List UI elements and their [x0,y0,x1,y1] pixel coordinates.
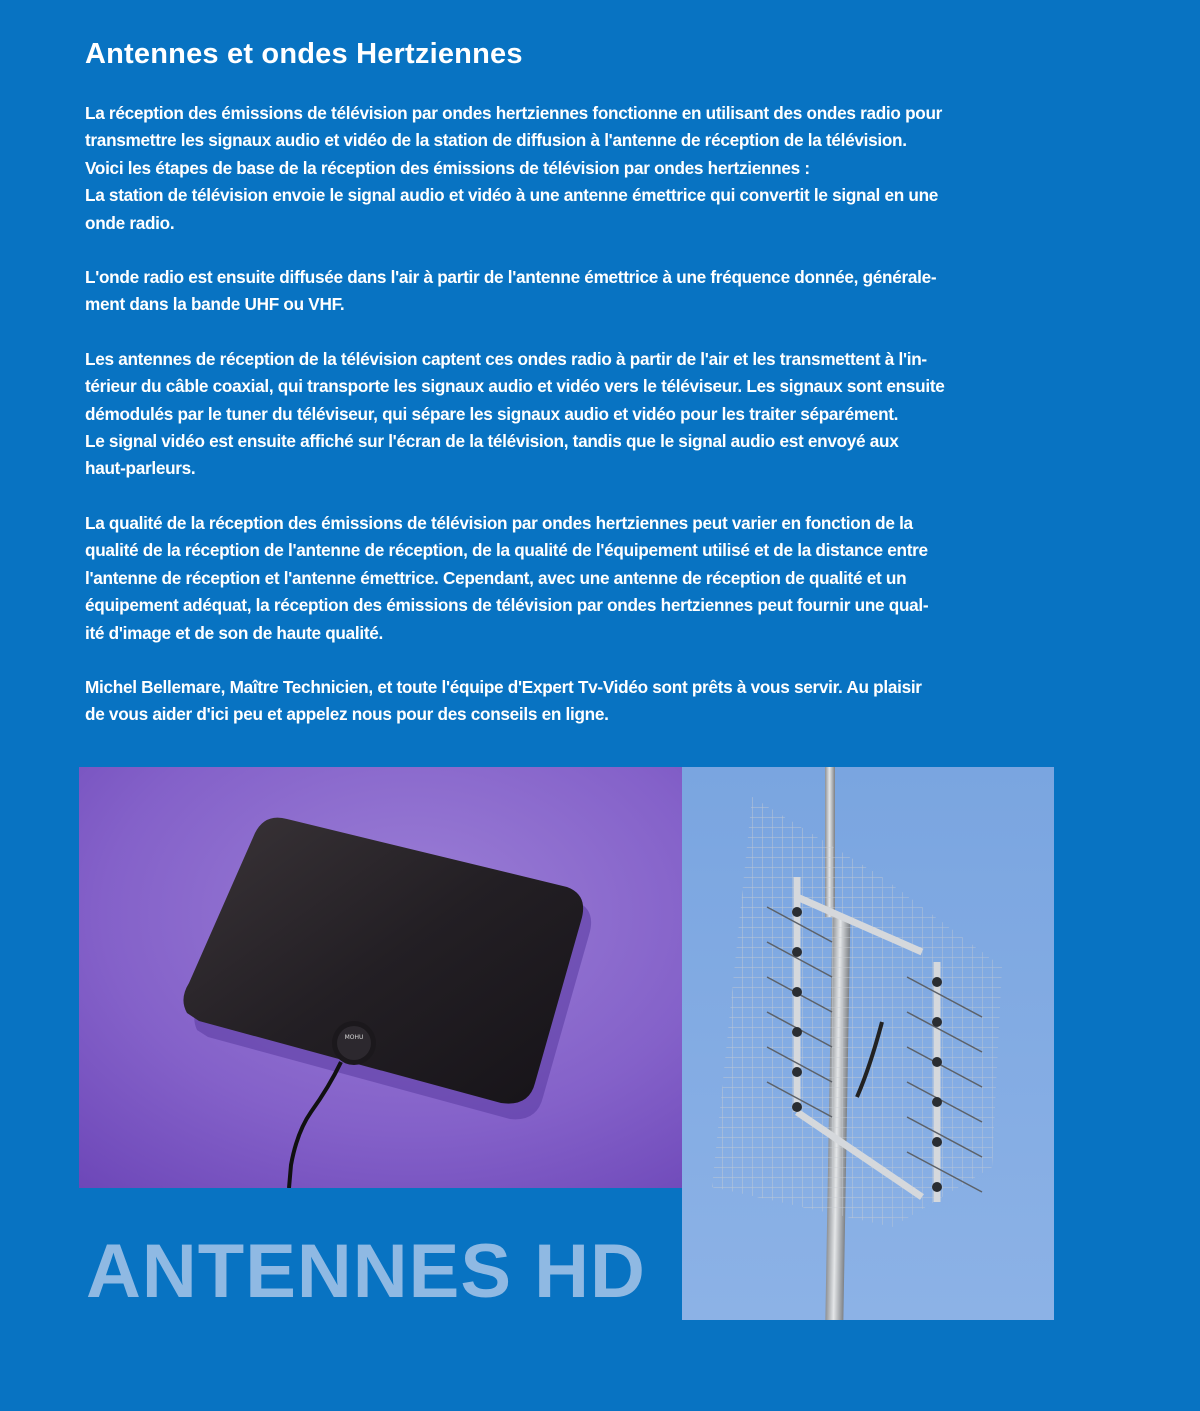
paragraph-5 [85,674,985,729]
text-line: de vous aider d'ici peu et appelez nous pour des conseils en ligne. [85,704,609,725]
text-line: ité d'image et de son de haute qualité. [85,622,384,643]
outdoor-grid-antenna-icon [682,767,1054,1320]
text-line: Michel Bellemare, Maître Technicien, et toute l'équipe d'Expert Tv-Vidéo sont prêts à vous servir. Au plaisir [85,676,922,697]
paragraph-4 [85,510,985,647]
logo-text: MOHU [344,1034,364,1041]
text-line: térieur du câble coaxial, qui transporte les signaux audio et vidéo vers le téléviseur. Les signaux sont ensuite [85,376,945,397]
text-line: Le signal vidéo est ensuite affiché sur l'écran de la télévision, tandis que le signal audio est envoyé aux [85,431,899,452]
text-line: Voici les étapes de base de la réception des émissions de télévision par ondes hertziennes : [85,157,810,178]
grid-antenna-photo [682,767,1054,1320]
text-line: transmettre les signaux audio et vidéo de la station de diffusion à l'antenne de réception de la télévision. [85,130,907,151]
text-line: ment dans la bande UHF ou VHF. [85,294,345,315]
flat-antenna-photo [79,767,682,1188]
article-body [85,100,985,756]
text-line: La qualité de la réception des émissions de télévision par ondes hertziennes peut varier en fonction de la [85,512,913,533]
text-line: haut-parleurs. [85,458,196,479]
page-title: Antennes et ondes Hertziennes [85,38,523,70]
text-line: Les antennes de réception de la télévision captent ces ondes radio à partir de l'air et les transmettent à l'in- [85,348,927,369]
text-line: démodulés par le tuner du téléviseur, qui sépare les signaux audio et vidéo pour les traiter séparément. [85,403,899,424]
text-line: La réception des émissions de télévision par ondes hertziennes fonctionne en utilisant des ondes radio pour [85,103,943,123]
text-line: La station de télévision envoie le signal audio et vidéo à une antenne émettrice qui convertit le signal en une [85,185,939,206]
paragraph-1 [85,100,985,237]
text-line: équipement adéquat, la réception des émissions de télévision par ondes hertziennes peut fournir une qual- [85,595,929,616]
paragraph-3 [85,346,985,483]
banner-title: ANTENNES HD [86,1229,646,1314]
antenna-connector [332,1021,376,1065]
text-line: onde radio. [85,212,175,233]
text-line: l'antenne de réception et l'antenne émettrice. Cependant, avec une antenne de réception de qualité et un [85,567,907,588]
text-line: L'onde radio est ensuite diffusée dans l'air à partir de l'antenne émettrice à une fréquence donnée, générale- [85,267,937,288]
text-line: qualité de la réception de l'antenne de réception, de la qualité de l'équipement utilisé et de la distance entre [85,540,928,561]
paragraph-2 [85,264,985,319]
flat-indoor-antenna-icon [79,767,682,1188]
